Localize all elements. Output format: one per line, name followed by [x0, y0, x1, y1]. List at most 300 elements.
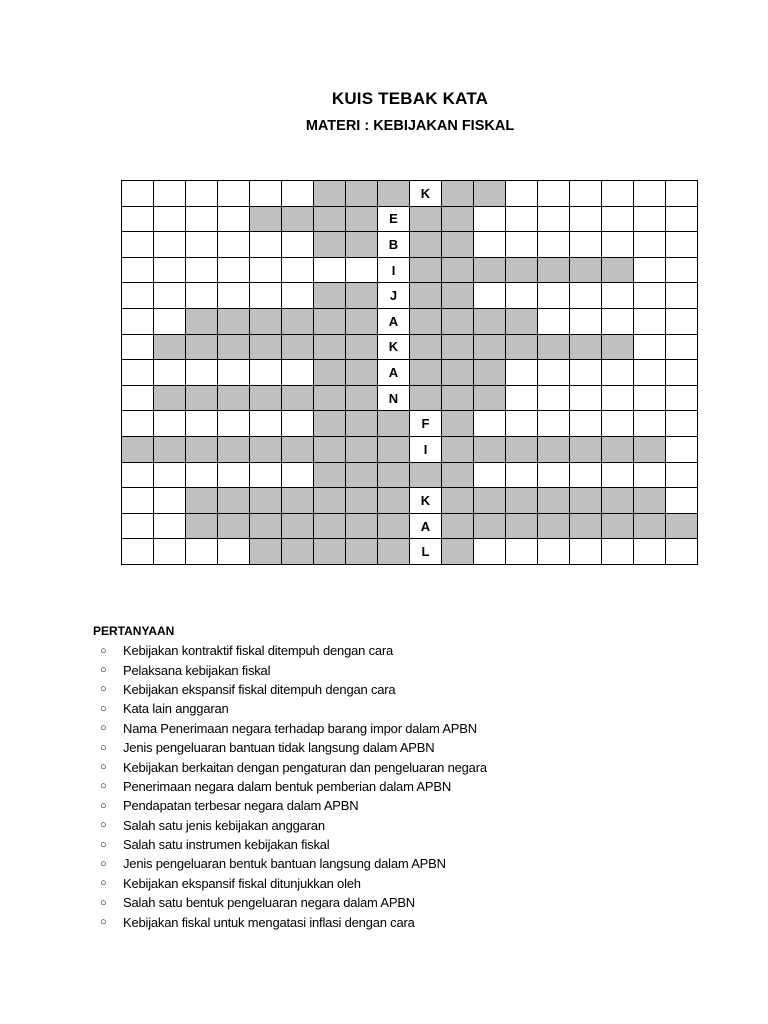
crossword-cell[interactable] [218, 539, 250, 565]
crossword-cell[interactable] [250, 386, 282, 412]
crossword-cell[interactable] [634, 463, 666, 489]
crossword-cell[interactable] [666, 232, 698, 258]
crossword-cell[interactable] [346, 386, 378, 412]
crossword-cell[interactable] [122, 309, 154, 335]
crossword-cell[interactable] [314, 207, 346, 233]
crossword-cell[interactable] [474, 463, 506, 489]
crossword-cell[interactable] [442, 181, 474, 207]
crossword-cell[interactable] [314, 463, 346, 489]
crossword-key-letter[interactable]: K [410, 181, 442, 207]
crossword-cell[interactable] [442, 463, 474, 489]
crossword-cell[interactable] [410, 232, 442, 258]
crossword-cell[interactable] [346, 207, 378, 233]
crossword-cell[interactable] [538, 463, 570, 489]
question-item [100, 660, 487, 679]
crossword-cell[interactable] [122, 283, 154, 309]
crossword-cell[interactable] [154, 283, 186, 309]
crossword-cell[interactable] [666, 181, 698, 207]
crossword-cell[interactable] [442, 207, 474, 233]
crossword-cell[interactable] [250, 488, 282, 514]
crossword-cell[interactable] [314, 181, 346, 207]
crossword-cell[interactable] [474, 437, 506, 463]
crossword-cell[interactable] [250, 258, 282, 284]
crossword-cell[interactable] [346, 437, 378, 463]
crossword-cell[interactable] [602, 437, 634, 463]
crossword-cell[interactable] [122, 232, 154, 258]
crossword-key-letter[interactable]: E [378, 207, 410, 233]
crossword-cell[interactable] [218, 386, 250, 412]
crossword-cell[interactable] [154, 309, 186, 335]
crossword-cell[interactable] [538, 207, 570, 233]
crossword-key-letter[interactable]: A [378, 309, 410, 335]
crossword-cell[interactable] [250, 411, 282, 437]
crossword-cell[interactable] [538, 488, 570, 514]
crossword-key-letter[interactable]: A [410, 514, 442, 540]
question-text: Jenis pengeluaran bantuan tidak langsung dalam APBN [123, 740, 435, 756]
crossword-key-letter[interactable]: I [410, 437, 442, 463]
crossword-cell[interactable] [154, 232, 186, 258]
crossword-cell[interactable] [314, 539, 346, 565]
crossword-cell[interactable] [506, 411, 538, 437]
crossword-cell[interactable] [442, 488, 474, 514]
circle-bullet-icon: ○ [100, 780, 107, 793]
crossword-cell[interactable] [250, 539, 282, 565]
crossword-cell[interactable] [218, 411, 250, 437]
crossword-cell[interactable] [250, 437, 282, 463]
crossword-cell[interactable] [666, 283, 698, 309]
crossword-cell[interactable] [570, 386, 602, 412]
crossword-cell[interactable] [122, 411, 154, 437]
crossword-cell[interactable] [442, 258, 474, 284]
crossword-cell[interactable] [122, 539, 154, 565]
crossword-cell[interactable] [346, 232, 378, 258]
crossword-cell[interactable] [154, 207, 186, 233]
crossword-cell[interactable] [154, 514, 186, 540]
crossword-cell[interactable] [602, 488, 634, 514]
crossword-cell[interactable] [570, 514, 602, 540]
crossword-cell[interactable] [218, 335, 250, 361]
crossword-cell[interactable] [442, 232, 474, 258]
crossword-cell[interactable] [666, 309, 698, 335]
crossword-key-letter[interactable]: K [410, 488, 442, 514]
crossword-cell[interactable] [474, 258, 506, 284]
crossword-cell[interactable] [506, 181, 538, 207]
crossword-cell[interactable] [666, 539, 698, 565]
crossword-cell[interactable] [186, 411, 218, 437]
crossword-cell[interactable] [538, 539, 570, 565]
crossword-cell[interactable] [538, 411, 570, 437]
crossword-cell[interactable] [378, 411, 410, 437]
crossword-cell[interactable] [634, 335, 666, 361]
crossword-cell[interactable] [314, 360, 346, 386]
crossword-cell[interactable] [186, 539, 218, 565]
crossword-cell[interactable] [346, 411, 378, 437]
crossword-cell[interactable] [666, 360, 698, 386]
crossword-cell[interactable] [506, 258, 538, 284]
crossword-cell[interactable] [250, 309, 282, 335]
question-item [100, 757, 487, 776]
crossword-cell[interactable] [282, 411, 314, 437]
crossword-cell[interactable] [442, 437, 474, 463]
crossword-cell[interactable] [602, 335, 634, 361]
crossword-cell[interactable] [506, 309, 538, 335]
crossword-cell[interactable] [378, 539, 410, 565]
crossword-cell[interactable] [474, 360, 506, 386]
crossword-cell[interactable] [538, 514, 570, 540]
crossword-cell[interactable] [570, 283, 602, 309]
crossword-cell[interactable] [634, 386, 666, 412]
question-text: Kebijakan berkaitan dengan pengaturan dan pengeluaran negara [123, 759, 487, 775]
crossword-key-letter[interactable]: N [378, 386, 410, 412]
crossword-cell[interactable] [570, 463, 602, 489]
crossword-cell[interactable] [602, 207, 634, 233]
question-item [100, 699, 487, 718]
crossword-cell[interactable] [410, 283, 442, 309]
crossword-cell[interactable] [122, 488, 154, 514]
crossword-cell[interactable] [250, 463, 282, 489]
crossword-cell[interactable] [634, 488, 666, 514]
crossword-cell[interactable] [218, 514, 250, 540]
crossword-cell[interactable] [474, 335, 506, 361]
crossword-cell[interactable] [346, 283, 378, 309]
crossword-cell[interactable] [666, 335, 698, 361]
crossword-cell[interactable] [410, 360, 442, 386]
crossword-cell[interactable] [378, 488, 410, 514]
circle-bullet-icon: ○ [100, 683, 107, 696]
crossword-cell[interactable] [154, 539, 186, 565]
crossword-cell[interactable] [570, 309, 602, 335]
crossword-cell[interactable] [186, 437, 218, 463]
crossword-cell[interactable] [346, 488, 378, 514]
crossword-cell[interactable] [250, 514, 282, 540]
crossword-cell[interactable] [538, 309, 570, 335]
crossword-cell[interactable] [666, 386, 698, 412]
crossword-cell[interactable] [570, 232, 602, 258]
crossword-cell[interactable] [602, 360, 634, 386]
crossword-cell[interactable] [538, 437, 570, 463]
crossword-cell[interactable] [506, 539, 538, 565]
circle-bullet-icon: ○ [100, 644, 107, 657]
crossword-key-letter[interactable]: A [378, 360, 410, 386]
crossword-cell[interactable] [506, 283, 538, 309]
page-subtitle: MATERI : KEBIJAKAN FISKAL [305, 118, 515, 134]
circle-bullet-icon: ○ [100, 916, 107, 929]
crossword-cell[interactable] [666, 258, 698, 284]
crossword-cell[interactable] [218, 488, 250, 514]
crossword-key-letter[interactable]: L [410, 539, 442, 565]
crossword-cell[interactable] [474, 539, 506, 565]
crossword-key-letter[interactable]: B [378, 232, 410, 258]
crossword-cell[interactable] [442, 309, 474, 335]
crossword-cell[interactable] [474, 514, 506, 540]
crossword-cell[interactable] [474, 309, 506, 335]
crossword-cell[interactable] [346, 181, 378, 207]
crossword-cell[interactable] [346, 309, 378, 335]
crossword-cell[interactable] [186, 335, 218, 361]
crossword-cell[interactable] [186, 514, 218, 540]
crossword-cell[interactable] [442, 411, 474, 437]
crossword-cell[interactable] [250, 181, 282, 207]
crossword-cell[interactable] [602, 463, 634, 489]
crossword-cell[interactable] [314, 437, 346, 463]
crossword-cell[interactable] [634, 258, 666, 284]
crossword-key-letter[interactable]: I [378, 258, 410, 284]
crossword-cell[interactable] [570, 437, 602, 463]
crossword-cell[interactable] [538, 386, 570, 412]
crossword-cell[interactable] [122, 207, 154, 233]
crossword-cell[interactable] [282, 539, 314, 565]
crossword-cell[interactable] [570, 488, 602, 514]
crossword-cell[interactable] [250, 207, 282, 233]
crossword-cell[interactable] [154, 181, 186, 207]
crossword-cell[interactable] [634, 207, 666, 233]
crossword-cell[interactable] [122, 437, 154, 463]
crossword-cell[interactable] [218, 181, 250, 207]
crossword-cell[interactable] [570, 207, 602, 233]
crossword-cell[interactable] [186, 386, 218, 412]
crossword-cell[interactable] [154, 386, 186, 412]
crossword-cell[interactable] [186, 232, 218, 258]
crossword-cell[interactable] [602, 283, 634, 309]
crossword-cell[interactable] [378, 463, 410, 489]
crossword-cell[interactable] [442, 514, 474, 540]
crossword-cell[interactable] [666, 514, 698, 540]
crossword-cell[interactable] [346, 463, 378, 489]
crossword-cell[interactable] [122, 181, 154, 207]
question-text: Pelaksana kebijakan fiskal [123, 662, 271, 678]
crossword-cell[interactable] [186, 181, 218, 207]
crossword-cell[interactable] [314, 309, 346, 335]
question-item [100, 777, 487, 796]
crossword-cell[interactable] [314, 232, 346, 258]
crossword-cell[interactable] [122, 463, 154, 489]
crossword-cell[interactable] [154, 411, 186, 437]
crossword-cell[interactable] [186, 360, 218, 386]
crossword-cell[interactable] [634, 360, 666, 386]
crossword-cell[interactable] [346, 514, 378, 540]
crossword-cell[interactable] [602, 309, 634, 335]
crossword-cell[interactable] [218, 232, 250, 258]
circle-bullet-icon: ○ [100, 741, 107, 754]
question-text: Kata lain anggaran [123, 701, 229, 717]
crossword-key-letter[interactable]: K [378, 335, 410, 361]
question-text: Jenis pengeluaran bentuk bantuan langsung dalam APBN [123, 856, 446, 872]
crossword-cell[interactable] [506, 232, 538, 258]
crossword-cell[interactable] [506, 463, 538, 489]
question-item [100, 738, 487, 757]
crossword-cell[interactable] [154, 360, 186, 386]
crossword-key-letter[interactable]: F [410, 411, 442, 437]
crossword-cell[interactable] [442, 539, 474, 565]
crossword-cell[interactable] [506, 335, 538, 361]
crossword-cell[interactable] [154, 335, 186, 361]
crossword-cell[interactable] [154, 258, 186, 284]
crossword-cell[interactable] [666, 437, 698, 463]
crossword-cell[interactable] [506, 488, 538, 514]
crossword-cell[interactable] [602, 411, 634, 437]
crossword-cell[interactable] [122, 360, 154, 386]
crossword-cell[interactable] [634, 181, 666, 207]
crossword-cell[interactable] [314, 386, 346, 412]
circle-bullet-icon: ○ [100, 761, 107, 774]
crossword-cell[interactable] [474, 386, 506, 412]
crossword-cell[interactable] [634, 232, 666, 258]
crossword-cell[interactable] [570, 360, 602, 386]
crossword-cell[interactable] [634, 437, 666, 463]
crossword-key-letter[interactable]: J [378, 283, 410, 309]
crossword-cell[interactable] [474, 181, 506, 207]
circle-bullet-icon: ○ [100, 857, 107, 870]
circle-bullet-icon: ○ [100, 722, 107, 735]
crossword-cell[interactable] [314, 335, 346, 361]
crossword-cell[interactable] [218, 207, 250, 233]
crossword-cell[interactable] [218, 463, 250, 489]
crossword-cell[interactable] [506, 514, 538, 540]
crossword-cell[interactable] [570, 411, 602, 437]
crossword-cell[interactable] [250, 232, 282, 258]
crossword-cell[interactable] [154, 463, 186, 489]
crossword-cell[interactable] [634, 283, 666, 309]
crossword-cell[interactable] [154, 488, 186, 514]
crossword-cell[interactable] [218, 360, 250, 386]
crossword-cell[interactable] [474, 283, 506, 309]
crossword-cell[interactable] [282, 488, 314, 514]
crossword-cell[interactable] [282, 232, 314, 258]
crossword-cell[interactable] [346, 258, 378, 284]
crossword-cell[interactable] [474, 232, 506, 258]
crossword-cell[interactable] [282, 207, 314, 233]
question-item [100, 796, 487, 815]
crossword-cell[interactable] [506, 360, 538, 386]
crossword-cell[interactable] [314, 283, 346, 309]
crossword-cell[interactable] [314, 258, 346, 284]
question-text: Kebijakan ekspansif fiskal ditunjukkan oleh [123, 875, 361, 891]
crossword-cell[interactable] [442, 386, 474, 412]
crossword-cell[interactable] [282, 181, 314, 207]
crossword-cell[interactable] [282, 463, 314, 489]
crossword-cell[interactable] [122, 258, 154, 284]
question-item [100, 854, 487, 873]
crossword-cell[interactable] [506, 207, 538, 233]
crossword-cell[interactable] [122, 514, 154, 540]
crossword-cell[interactable] [282, 437, 314, 463]
crossword-cell[interactable] [410, 309, 442, 335]
crossword-cell[interactable] [634, 309, 666, 335]
crossword-cell[interactable] [602, 232, 634, 258]
crossword-cell[interactable] [410, 258, 442, 284]
crossword-cell[interactable] [346, 360, 378, 386]
crossword-cell[interactable] [666, 488, 698, 514]
crossword-cell[interactable] [314, 514, 346, 540]
question-text: Kebijakan fiskal untuk mengatasi inflasi dengan cara [123, 914, 415, 930]
crossword-cell[interactable] [506, 437, 538, 463]
crossword-cell[interactable] [410, 207, 442, 233]
crossword-cell[interactable] [602, 539, 634, 565]
crossword-cell[interactable] [602, 258, 634, 284]
crossword-cell[interactable] [218, 283, 250, 309]
crossword-cell[interactable] [250, 283, 282, 309]
question-text: Salah satu jenis kebijakan anggaran [123, 817, 325, 833]
question-item [100, 680, 487, 699]
crossword-cell[interactable] [538, 181, 570, 207]
crossword-cell[interactable] [186, 309, 218, 335]
crossword-cell[interactable] [538, 335, 570, 361]
crossword-cell[interactable] [442, 283, 474, 309]
crossword-cell[interactable] [250, 360, 282, 386]
crossword-cell[interactable] [218, 258, 250, 284]
crossword-cell[interactable] [346, 335, 378, 361]
crossword-cell[interactable] [218, 309, 250, 335]
question-text: Kebijakan kontraktif fiskal ditempuh dengan cara [123, 643, 394, 659]
crossword-cell[interactable] [186, 258, 218, 284]
crossword-cell[interactable] [570, 258, 602, 284]
crossword-cell[interactable] [538, 360, 570, 386]
crossword-cell[interactable] [506, 386, 538, 412]
crossword-cell[interactable] [186, 207, 218, 233]
crossword-cell[interactable] [666, 207, 698, 233]
crossword-cell[interactable] [634, 539, 666, 565]
crossword-cell[interactable] [666, 463, 698, 489]
crossword-cell[interactable] [538, 232, 570, 258]
crossword-cell[interactable] [282, 360, 314, 386]
question-item [100, 719, 487, 738]
crossword-cell[interactable] [378, 181, 410, 207]
crossword-cell[interactable] [122, 386, 154, 412]
crossword-cell[interactable] [474, 488, 506, 514]
crossword-cell[interactable] [634, 514, 666, 540]
page-title: KUIS TEBAK KATA [331, 89, 489, 108]
crossword-cell[interactable] [346, 539, 378, 565]
crossword-cell[interactable] [282, 335, 314, 361]
crossword-cell[interactable] [282, 309, 314, 335]
crossword-cell[interactable] [570, 539, 602, 565]
crossword-cell[interactable] [634, 411, 666, 437]
crossword-cell[interactable] [186, 463, 218, 489]
crossword-cell[interactable] [442, 360, 474, 386]
crossword-cell[interactable] [378, 514, 410, 540]
crossword-cell[interactable] [218, 437, 250, 463]
crossword-cell[interactable] [474, 207, 506, 233]
crossword-cell[interactable] [570, 181, 602, 207]
crossword-cell[interactable] [122, 335, 154, 361]
crossword-cell[interactable] [410, 386, 442, 412]
crossword-cell[interactable] [250, 335, 282, 361]
crossword-cell[interactable] [314, 488, 346, 514]
crossword-cell[interactable] [186, 488, 218, 514]
crossword-cell[interactable] [442, 335, 474, 361]
crossword-cell[interactable] [282, 283, 314, 309]
crossword-cell[interactable] [410, 335, 442, 361]
crossword-cell[interactable] [474, 411, 506, 437]
crossword-cell[interactable] [314, 411, 346, 437]
crossword-cell[interactable] [666, 411, 698, 437]
crossword-cell[interactable] [378, 437, 410, 463]
crossword-cell[interactable] [282, 514, 314, 540]
crossword-cell[interactable] [538, 258, 570, 284]
crossword-cell[interactable] [602, 514, 634, 540]
crossword-cell[interactable] [602, 386, 634, 412]
question-text: Penerimaan negara dalam bentuk pemberian dalam APBN [123, 778, 452, 794]
crossword-cell[interactable] [154, 437, 186, 463]
crossword-cell[interactable] [282, 258, 314, 284]
crossword-cell[interactable] [410, 463, 442, 489]
crossword-cell[interactable] [602, 181, 634, 207]
crossword-cell[interactable] [186, 283, 218, 309]
crossword-cell[interactable] [570, 335, 602, 361]
crossword-cell[interactable] [282, 386, 314, 412]
crossword-cell[interactable] [538, 283, 570, 309]
circle-bullet-icon: ○ [100, 896, 107, 909]
